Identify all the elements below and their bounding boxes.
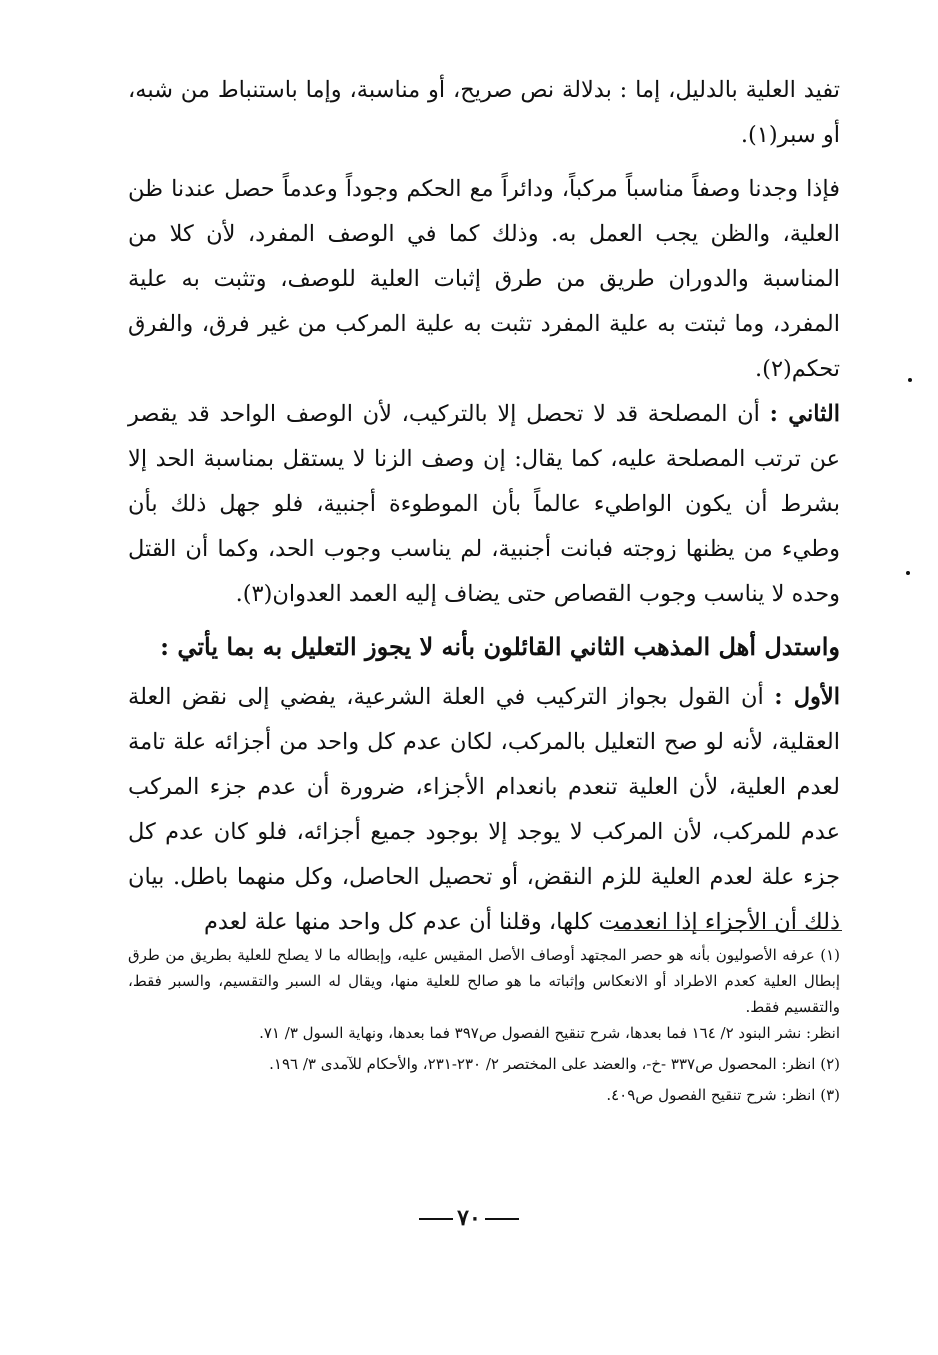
paragraph-3 — [128, 392, 840, 617]
footnote-1-reference: انظر: نشر البنود ٢/ ١٦٤ فما بعدها، شرح تنقيح الفصول ص٣٩٧ فما بعدها، ونهاية السول ٣/ ٧١. — [259, 1024, 840, 1042]
footnote-1: (١) عرفه الأصوليون بأنه هو حصر المجتهد أوصاف الأصل المقيس عليه، وإبطاله ما لا يصلح للعلية بطريق من طرق إبطال العلية كعدم الاطراد أو الانعكاس وإثباته ما هو صالح للعلية منها، ويقال له السبر والتقسيم، والسبر فقط، والتقسيم فقط. — [128, 946, 840, 1016]
footnote-2: (٢) انظر: المحصول ص٣٣٧ -خ-، والعضد على المختصر ٢/ ٢٣٠-٢٣١، والأحكام للآمدى ٣/ ١٩٦. — [269, 1055, 840, 1073]
paragraph-4-lead: الأول : — [774, 684, 841, 710]
scan-mark — [906, 571, 910, 575]
section-heading: واستدل أهل المذهب الثاني القائلون بأنه لا يجوز التعليل به بما يأتي : — [160, 632, 840, 661]
paragraph-4 — [128, 675, 840, 945]
paragraph-1: تفيد العلية بالدليل، إما : بدلالة نص صريح، أو مناسبة، وإما باستنباط من شبه، أو سبر(١). — [128, 77, 840, 148]
main-text — [128, 68, 840, 945]
paragraph-3-text: أن المصلحة قد لا تحصل إلا بالتركيب، لأن الوصف الواحد قد يقصر عن ترتب المصلحة عليه، كما يقال: إن وصف الزنا لا يستقل بمناسبة الحد إلا بشرط أن يكون الواطيء عالماً بأن الموطوءة أجنبية، فلو جهل ذلك بأن وطيء من يظنها زوجته فبانت أجنبية، لم يناسب وجوب الحد، وكما أن القتل وحده لا يناسب وجوب القصاص حتى يضاف إليه العمد العدوان(٣). — [128, 401, 840, 607]
paragraph-2: فإذا وجدنا وصفاً مناسباً مركباً، ودائراً مع الحكم وجوداً وعدماً حصل عندنا ظن العلية، والظن يجب العمل به. وذلك كما في الوصف المفرد، لأن كلا من المناسبة والدوران طريق من طرق إثبات العلية للوصف، وتثبت به علية المفرد، وما ثبتت به علية المفرد تثبت به علية المركب من غير فرق، والفرق تحكم(٢). — [128, 176, 840, 382]
paragraph-3-lead: الثاني : — [769, 401, 840, 427]
scan-mark — [908, 378, 912, 382]
page-number-value: ٧٠ — [457, 1205, 481, 1231]
page-number — [0, 1205, 938, 1231]
page-number-dash-left — [419, 1218, 453, 1220]
page-number-dash-right — [485, 1218, 519, 1220]
footnote-3: (٣) انظر: شرح تنقيح الفصول ص٤٠٩. — [606, 1086, 840, 1104]
paragraph-4-text: أن القول بجواز التركيب في العلة الشرعية، يفضي إلى نقض العلة العقلية، لأنه لو صح التعليل بالمركب، لكان عدم كل واحد من أجزائه علة تامة لعدم العلية، لأن العلية تنعدم بانعدام الأجزاء، ضرورة أن عدم جزء المركب عدم للمركب، لأن المركب لا يوجد إلا بوجود جميع أجزائه، فلو كان عدم كل جزء علة لعدم العلية للزم النقض، أو تحصيل الحاصل، وكل منهما باطل. بيان ذلك أن الأجزاء إذا انعدمت كلها، وقلنا أن عدم كل واحد منها علة لعدم — [128, 684, 840, 935]
footnotes — [128, 942, 840, 1113]
footnote-separator — [614, 930, 842, 931]
